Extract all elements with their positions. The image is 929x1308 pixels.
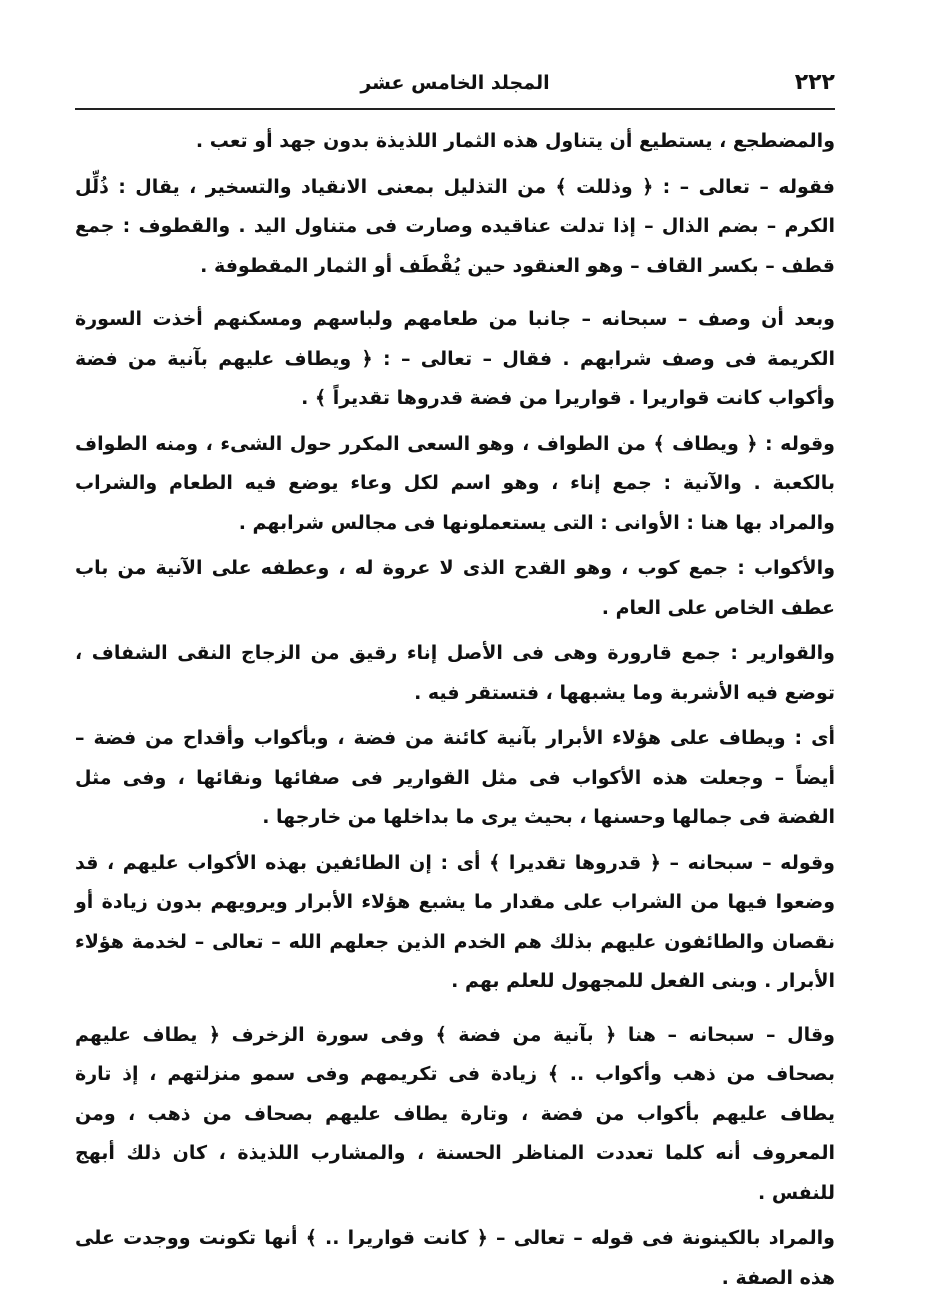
header-divider xyxy=(75,108,835,110)
paragraph: والمضطجع ، يستطيع أن يتناول هذه الثمار اللذيذة بدون جهد أو تعب . xyxy=(195,130,835,152)
paragraph: فقوله – تعالى – : ﴿ وذللت ﴾ من التذليل بمعنى الانقياد والتسخير ، يقال : ذُلِّل الكرم – بضم الذال – إذا تدلت عناقيده وصارت فى متناول اليد . والقطوف : جمع قطف – بكسر القاف – وهو العنقود حين يُقْطَف أو الثمار المقطوفة . xyxy=(75,175,835,277)
page-header xyxy=(75,70,835,104)
body-text xyxy=(75,122,835,1304)
paragraph: أى : ويطاف على هؤلاء الأبرار بآنية كائنة من فضة ، وبأكواب وأقداح من فضة – أيضاً – وجعلت هذه الأكواب فى مثل القوارير فى صفائها ونقائها ، وفى مثل الفضة فى جمالها وحسنها ، بحيث يرى ما بداخلها من خارجها . xyxy=(75,727,835,828)
page-number: ٢٢٢ xyxy=(794,70,835,95)
paragraph: والمراد بالكينونة فى قوله – تعالى – ﴿ كانت قواريرا .. ﴾ أنها تكونت ووجدت على هذه الصفة . xyxy=(75,1227,835,1289)
paragraph: والقوارير : جمع قارورة وهى فى الأصل إناء رقيق من الزجاج النقى الشفاف ، توضع فيه الأشربة وما يشبهها ، فتستقر فيه . xyxy=(75,642,835,704)
paragraph: وبعد أن وصف – سبحانه – جانبا من طعامهم ولباسهم ومسكنهم أخذت السورة الكريمة فى وصف شرابهم . فقال – تعالى – : ﴿ ويطاف عليهم بآنية من فضة وأكواب كانت قواريرا . قواريرا من فضة قدروها تقديراً ﴾ . xyxy=(75,308,835,409)
paragraph: وقوله – سبحانه – ﴿ قدروها تقديرا ﴾ أى : إن الطائفين بهذه الأكواب عليهم ، قد وضعوا فيها من الشراب على مقدار ما يشبع هؤلاء الأبرار ويرويهم بدون زيادة أو نقصان والطائفون عليهم بذلك هم الخدم الذين جعلهم الله – تعالى – لخدمة هؤلاء الأبرار . وبنى الفعل للمجهول للعلم بهم . xyxy=(75,851,835,992)
paragraph: والأكواب : جمع كوب ، وهو القدح الذى لا عروة له ، وعطفه على الآنية من باب عطف الخاص على العام . xyxy=(75,557,835,619)
paragraph: وقال – سبحانه – هنا ﴿ بآنية من فضة ﴾ وفى سورة الزخرف ﴿ يطاف عليهم بصحاف من ذهب وأكواب .. ﴾ زيادة فى تكريمهم وفى سمو منزلتهم ، إذ تارة يطاف عليهم بأكواب من فضة ، وتارة يطاف عليهم بصحاف من ذهب ، ومن المعروف أنه كلما تعددت المناظر الحسنة ، والمشارب اللذيذة ، كان ذلك أبهج للنفس . xyxy=(75,1023,835,1204)
paragraph: وقوله : ﴿ ويطاف ﴾ من الطواف ، وهو السعى المكرر حول الشىء ، ومنه الطواف بالكعبة . والآنية : جمع إناء ، وهو اسم لكل وعاء يوضع فيه الطعام والشراب والمراد بها هنا : الأوانى : التى يستعملونها فى مجالس شرابهم . xyxy=(75,432,835,534)
volume-title: المجلد الخامس عشر xyxy=(360,72,550,94)
